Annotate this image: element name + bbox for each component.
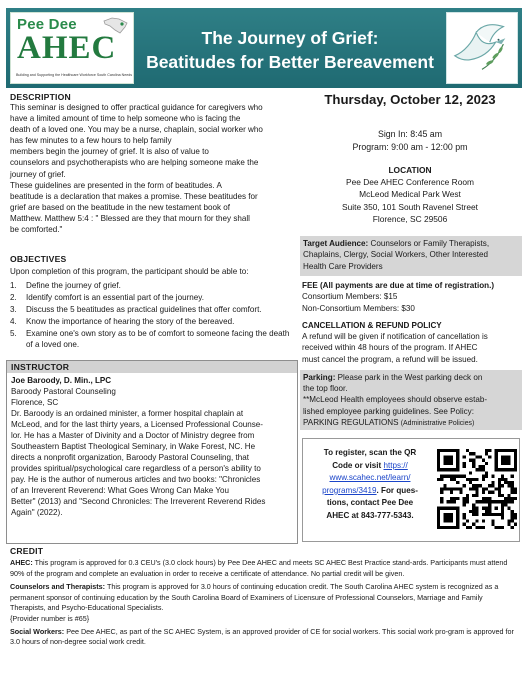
instructor-bio-line: lor. He has a Master of Divinity and a Doctor of Ministry degree from bbox=[11, 431, 255, 440]
location-line: McLeod Medical Park West bbox=[359, 189, 461, 200]
list-item: 2. Identify comfort is an essential part of the journey. bbox=[10, 293, 205, 303]
page-title-line-1: The Journey of Grief: bbox=[201, 28, 379, 48]
consortium-fee: Consortium Members: $15 bbox=[302, 292, 398, 302]
parking-label: Parking: bbox=[303, 373, 336, 382]
target-audience-box bbox=[300, 236, 522, 276]
credit-counselors: Counselors and Therapists: This program is approved for 3.0 hours of continuing education credit. The South Carolina AHEC system is recognized as a permanent sponsor of continuing education by the South Carolina Board of Examiners of Licensure of Professional Counselors, Marriage and Family Therapists, and Psycho-Educational Specialists. {Provider number is #65} bbox=[10, 581, 499, 623]
instructor-bio-line: McLeod, and for the last thirty years, a Licensed Professional Counse- bbox=[11, 420, 263, 429]
pee-dee-ahec-logo bbox=[10, 12, 134, 84]
description-heading: DESCRIPTION bbox=[10, 92, 71, 102]
page-title-line-2: Beatitudes for Better Bereavement bbox=[146, 52, 434, 72]
list-item: 4. Know the importance of hearing the story of the bereaved. bbox=[10, 316, 235, 326]
target-audience-text: Counselors or Family Therapists, bbox=[370, 239, 490, 248]
instructor-bio-line: pay. He is the author of numerous articles and two books: "Chronicles bbox=[11, 475, 261, 484]
description-line: beatitude is a declaration that makes a promise. These beatitudes for bbox=[10, 191, 258, 201]
objectives-intro: Upon completion of this program, the participant should be able to: bbox=[10, 267, 249, 276]
description-line: grief are based on the beatitude in the new testament book of bbox=[10, 202, 231, 212]
instructor-heading: INSTRUCTOR bbox=[7, 361, 297, 373]
description-line: journey of grief. bbox=[10, 169, 66, 179]
location-section bbox=[300, 164, 520, 225]
instructor-section bbox=[6, 360, 298, 544]
instructor-bio-line: Southeastern Baptist Theological Seminary, in Wake Forest, NC. He bbox=[11, 442, 256, 451]
fee-heading: FEE (All payments are due at time of registration.) bbox=[302, 281, 495, 290]
credit-ahec: AHEC: This program is approved for 0.3 CEU's (3.0 clock hours) by Pee Dee AHEC and meets SC AHEC Best Practice stand-ards. Participants must attend 90% of the program and complete an evaluation in order to receive a certificate of attendance. No partial credit will be given. bbox=[10, 558, 508, 578]
non-consortium-fee: Non-Consortium Members: $30 bbox=[302, 303, 415, 313]
cancellation-line: A refund will be given if notification of cancellation is bbox=[302, 332, 488, 342]
credit-heading: CREDIT bbox=[10, 546, 44, 556]
description-line: have a limited amount of time to help someone who is facing the bbox=[10, 114, 241, 124]
target-audience-text: Health Care Providers bbox=[303, 261, 383, 271]
credit-social-workers: Social Workers: Pee Dee AHEC, as part of the SC AHEC System, is an approved provider of CE for social workers. This social work pro-gram is approved for 3.0 hours of non-degree social work credit. bbox=[10, 626, 514, 647]
list-item: 3. Discuss the 5 beatitudes as practical guidelines that offer comfort. bbox=[10, 305, 262, 314]
instructor-bio-line: provides spiritual/psychological care regardless of a person's ability to bbox=[11, 464, 261, 473]
cancellation-section bbox=[302, 320, 522, 365]
target-audience-label: Target Audience: bbox=[303, 239, 369, 248]
location-line: Suite 350, 101 South Ravenel Street bbox=[342, 201, 478, 212]
objectives-list bbox=[10, 280, 296, 350]
instructor-org: Baroody Pastoral Counseling bbox=[11, 387, 116, 396]
description-line: death of a loved one. You may be a nurse, chaplain, social worker who bbox=[10, 125, 263, 135]
registration-link[interactable]: programs/3419 bbox=[322, 485, 377, 495]
parking-line: Please park in the West parking deck on bbox=[337, 373, 483, 382]
instructor-city: Florence, SC bbox=[11, 398, 59, 407]
description-line: be comforted." bbox=[10, 225, 63, 235]
cancellation-heading: CANCELLATION & REFUND POLICY bbox=[302, 321, 442, 330]
description-line: counselors and psychotherapists who are helping someone make the bbox=[10, 158, 259, 168]
credit-section bbox=[10, 546, 520, 648]
instructor-bio-line: Again" (2022). bbox=[11, 508, 63, 517]
list-item: 1. Define the journey of grief. bbox=[10, 281, 121, 291]
qr-code-icon[interactable] bbox=[437, 449, 517, 529]
logo-tagline: Building and Supporting the Healthcare Workforce South Carolina Needs bbox=[16, 73, 133, 77]
description-line: members begin the journey of grief. It is also of value to bbox=[10, 147, 209, 157]
header-banner bbox=[6, 8, 522, 88]
sign-in-time: Sign In: 8:45 am bbox=[377, 129, 443, 139]
location-heading: LOCATION bbox=[388, 165, 432, 175]
description-line: Matthew. Matthew 5:4 : " Blessed are they that mourn for they shall bbox=[10, 213, 250, 223]
location-line: Pee Dee AHEC Conference Room bbox=[345, 177, 475, 188]
registration-box bbox=[302, 438, 520, 542]
target-audience-text: Chaplains, Clergy, Social Workers, Other Interested bbox=[303, 250, 489, 260]
instructor-bio-line: Better" (2013) and "Second Chronicles: The Irreverent Reverend Rides bbox=[11, 497, 266, 506]
registration-link[interactable]: www.scahec.net/learn/ bbox=[329, 473, 411, 483]
description-line: has few minutes to a few hours to help family bbox=[10, 136, 172, 146]
logo-top-text: Pee Dee bbox=[17, 16, 77, 33]
parking-policy: PARKING REGULATIONS bbox=[303, 417, 399, 427]
instructor-bio-line: Dr. Baroody is an ordained minister, a former hospital chaplain at bbox=[11, 409, 244, 418]
logo-main-text: AHEC bbox=[17, 30, 117, 66]
description-line: These guidelines are presented in the form of beatitudes. A bbox=[10, 180, 222, 190]
registration-text: To register, scan the QR Code or visit https:// www.scahec.net/learn/ programs/3419. For ques- tions, contact Pee Dee AHEC at 843-777-5343. bbox=[322, 448, 418, 520]
objectives-section bbox=[10, 254, 296, 351]
event-date: Thursday, October 12, 2023 bbox=[324, 92, 496, 107]
fee-section bbox=[302, 280, 522, 314]
instructor-bio-line: directs a nonprofit organization, Baroody Pastoral Counseling, that bbox=[11, 453, 250, 462]
cancellation-line: received within 48 hours of the program. If AHEC bbox=[302, 343, 478, 353]
parking-policy-note: (Administrative Policies) bbox=[400, 419, 475, 427]
dove-olive-branch-icon bbox=[446, 12, 518, 84]
registration-link[interactable]: https:// bbox=[383, 460, 408, 470]
event-times bbox=[300, 128, 520, 154]
instructor-name: Joe Baroody, D. Min., LPC bbox=[11, 376, 112, 385]
objectives-heading: OBJECTIVES bbox=[10, 254, 67, 264]
location-line: Florence, SC 29506 bbox=[372, 213, 448, 224]
program-time: Program: 9:00 am - 12:00 pm bbox=[352, 142, 468, 152]
instructor-bio-line: of an Irreverent Reverend: What Goes Wrong Can Make You bbox=[11, 486, 230, 495]
parking-line: **McLeod Health employees should observe estab- bbox=[303, 395, 488, 405]
description-line: This seminar is designed to offer practical guidance for caregivers who bbox=[10, 103, 263, 112]
cancellation-line: must cancel the program, a refund will be issued. bbox=[302, 354, 478, 364]
list-item: 5. Examine one's own story as to be of comfort to someone facing the death of a loved one. bbox=[10, 328, 290, 349]
parking-box bbox=[300, 370, 522, 430]
description-section bbox=[10, 92, 296, 235]
parking-line: the top floor. bbox=[303, 384, 348, 394]
parking-line: lished employee parking guidelines. See Policy: bbox=[303, 406, 474, 416]
